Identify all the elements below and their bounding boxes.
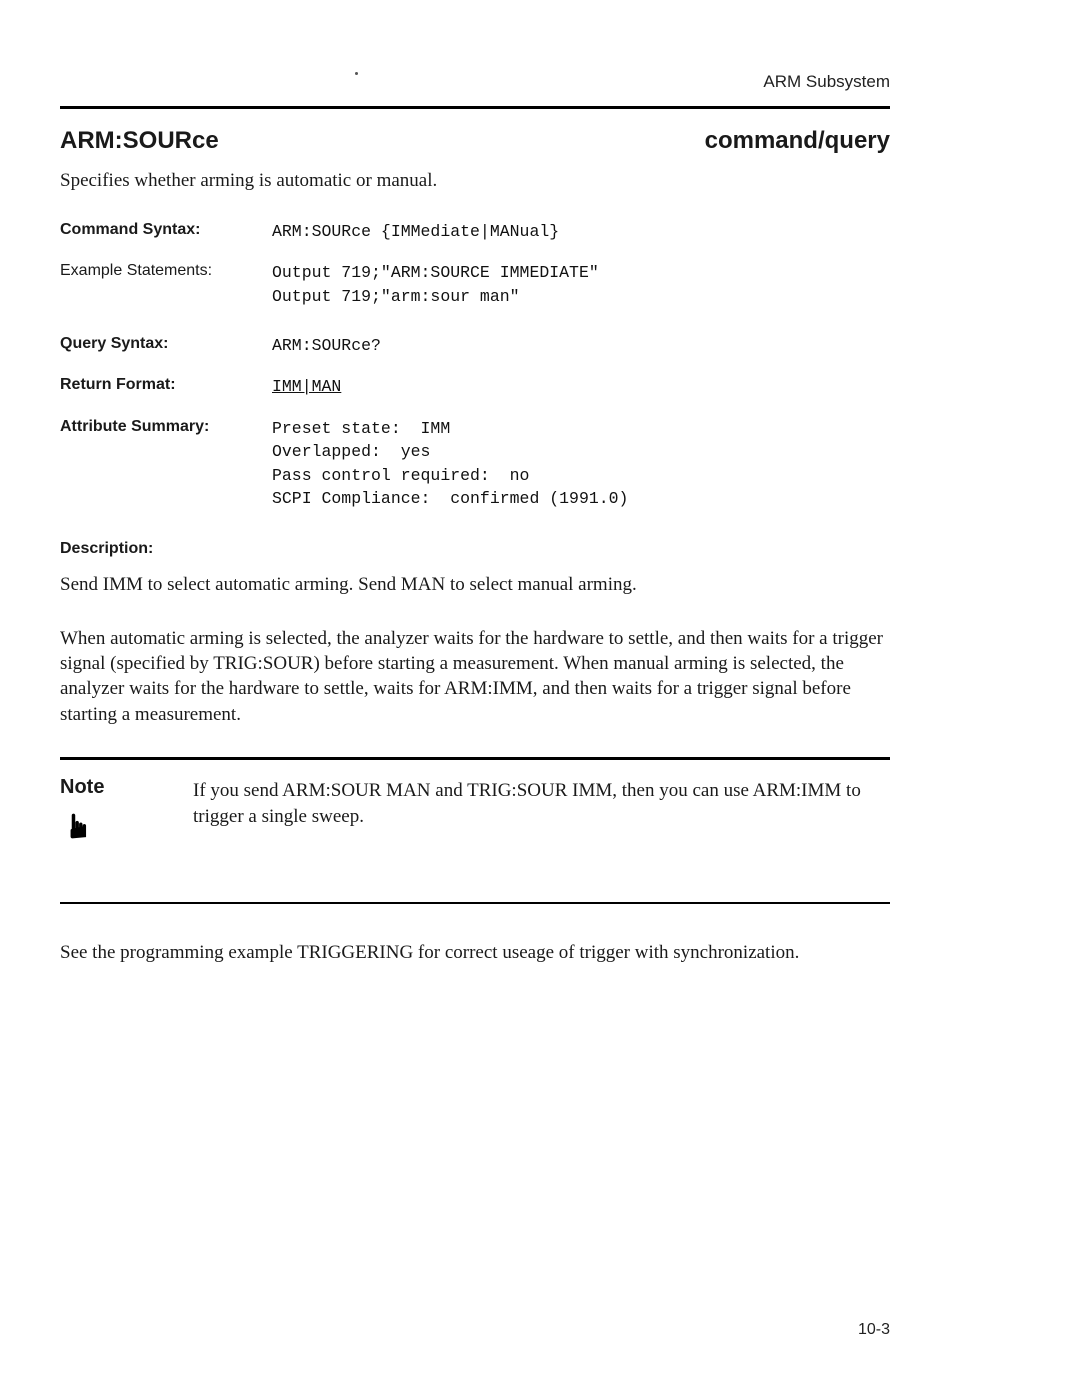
command-syntax-label: Command Syntax: (60, 220, 201, 238)
query-syntax-row (60, 334, 890, 357)
example-statements-label: Example Statements: (60, 262, 213, 280)
command-type-label: command/query (704, 127, 890, 154)
page-number: 10-3 (857, 1321, 890, 1338)
description-paragraph-2: When automatic arming is selected, the analyzer waits for the hardware to settle, and then waits for a trigger signal (specified by TRIG:SOUR) before starting a measurement. When manual arming is selected, the analyzer waits for the hardware to settle, waits for ARM:IMM, and then waits for a trigger signal before starting a measurement. (60, 627, 884, 725)
running-header (60, 0, 890, 92)
running-header-text: ARM Subsystem (763, 72, 890, 91)
description-paragraph-1: Send IMM to select automatic arming. Send MAN to select manual arming. (60, 574, 637, 596)
return-format-row (60, 375, 890, 398)
command-syntax-row (60, 220, 890, 243)
query-syntax-label: Query Syntax: (60, 334, 169, 352)
title-row (60, 127, 890, 155)
attribute-summary-line: Pass control required: no (272, 465, 530, 485)
attribute-summary-line: SCPI Compliance: confirmed (1991.0) (272, 489, 629, 509)
attribute-summary-label: Attribute Summary: (60, 417, 210, 435)
intro-text: Specifies whether arming is automatic or manual. (60, 170, 438, 191)
return-format-label: Return Format: (60, 376, 176, 394)
attribute-summary-row (60, 417, 890, 511)
note-block (60, 776, 890, 876)
note-label: Note (60, 775, 105, 798)
query-syntax-value: ARM:SOURce? (272, 335, 381, 355)
description-label: Description: (60, 540, 154, 558)
note-rule-top (60, 757, 890, 760)
example-statement-line: Output 719;"arm:sour man" (272, 286, 520, 306)
command-syntax-value: ARM:SOURce {IMMediate|MANual} (272, 221, 560, 241)
command-title: ARM:SOURce (60, 127, 219, 154)
scan-artifact-dot (355, 72, 358, 75)
header-rule (60, 106, 890, 109)
closing-paragraph: See the programming example TRIGGERING for correct useage of trigger with synchronization. (60, 941, 800, 963)
pointing-hand-icon: ☛ (59, 810, 100, 842)
note-rule-bottom (60, 902, 890, 904)
note-left-column (60, 776, 193, 876)
example-statement-line: Output 719;"ARM:SOURCE IMMEDIATE" (272, 263, 599, 283)
return-format-value: IMM|MAN (272, 377, 342, 397)
example-statements-row (60, 261, 890, 308)
attribute-summary-line: Overlapped: yes (272, 442, 431, 462)
note-text: If you send ARM:SOUR MAN and TRIG:SOUR IMM, then you can use ARM:IMM to trigger a single sweep. (193, 779, 861, 828)
attribute-summary-line: Preset state: IMM (272, 418, 451, 438)
